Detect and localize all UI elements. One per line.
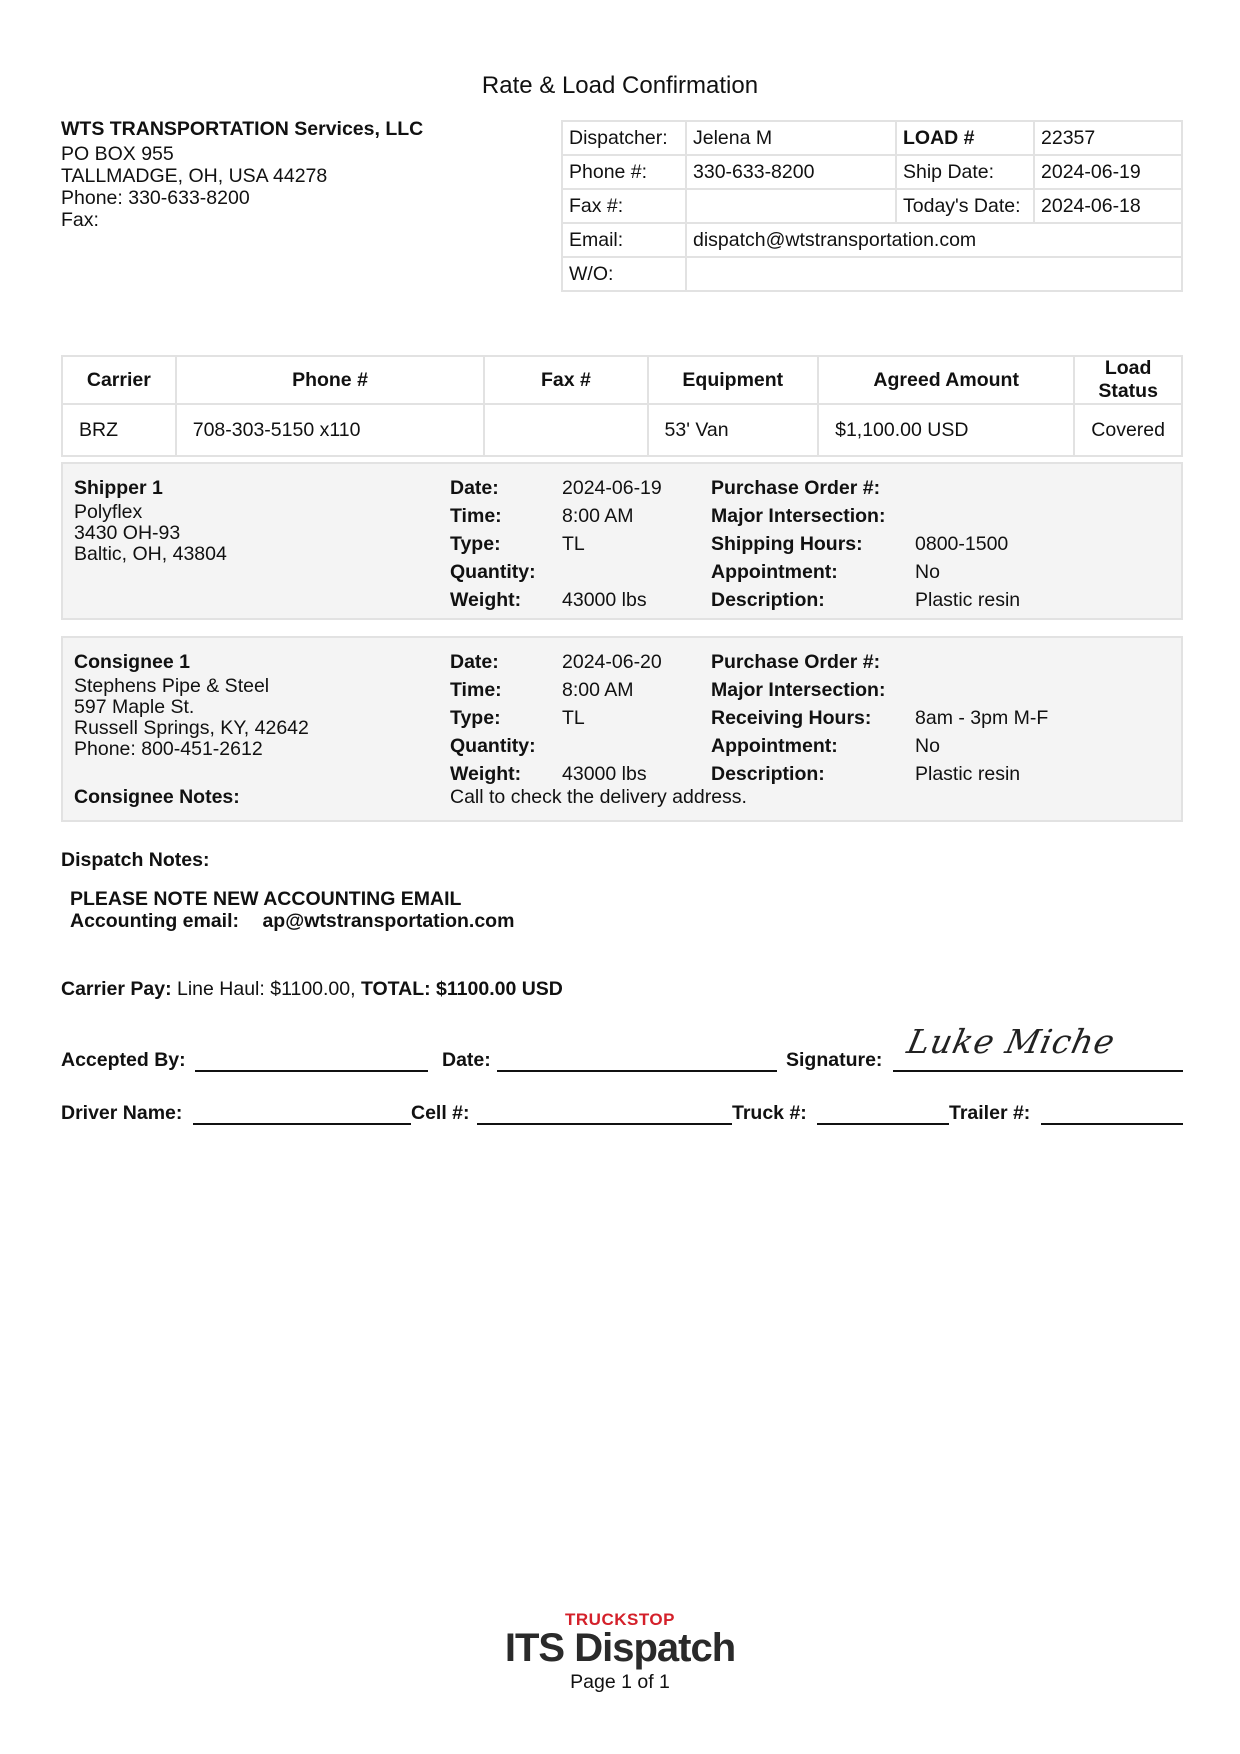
shipper-time-label: Time: [450,505,502,527]
consignee-date: 2024-06-20 [562,651,662,673]
cell-line[interactable] [477,1123,732,1125]
consignee-appointment: No [915,735,940,757]
company-fax: Fax: [61,209,99,231]
consignee-description-label: Description: [711,763,825,785]
todays-date-value: 2024-06-18 [1034,189,1182,223]
shipper-weight: 43000 lbs [562,589,647,611]
cell-label: Cell #: [411,1102,470,1124]
shipper-intersection-label: Major Intersection: [711,505,886,527]
carrier-fax-header: Fax # [484,356,647,404]
signature-line[interactable] [893,1070,1183,1072]
company-address-line1: PO BOX 955 [61,143,174,165]
shipper-description-label: Description: [711,589,825,611]
dispatcher-label: Dispatcher: [562,121,686,155]
shipper-type: TL [562,533,585,555]
company-name: WTS TRANSPORTATION Services, LLC [61,118,424,140]
shipper-time: 8:00 AM [562,505,634,527]
shipper-values-2 [915,474,1020,614]
load-status-cell: Covered [1074,404,1182,456]
accept-date-label: Date: [442,1049,491,1071]
load-status-header: Load Status [1074,356,1182,404]
consignee-intersection [915,676,1048,704]
shipper-intersection [915,502,1020,530]
truck-line[interactable] [817,1123,949,1125]
email-value: dispatch@wtstransportation.com [686,223,1182,257]
consignee-quantity-label: Quantity: [450,735,536,757]
dispatch-notes-line1: PLEASE NOTE NEW ACCOUNTING EMAIL [70,888,462,910]
carrier-header: Carrier [62,356,176,404]
shipper-title: Shipper 1 [74,477,163,499]
accepted-by-label: Accepted By: [61,1049,186,1071]
dispatch-info-table [561,120,1183,292]
company-phone: Phone: 330-633-8200 [61,187,250,209]
shipper-name: Polyflex [74,501,143,523]
accounting-email-value: ap@wtstransportation.com [262,910,515,932]
dispatch-notes-label: Dispatch Notes: [61,849,210,871]
page-title: Rate & Load Confirmation [481,72,759,99]
shipper-city: Baltic, OH, 43804 [74,543,227,565]
carrier-pay-label: Carrier Pay: [61,978,172,1000]
shipper-type-label: Type: [450,533,501,555]
shipper-hours-label: Shipping Hours: [711,533,863,555]
accepted-by-line[interactable] [195,1070,428,1072]
fax-label: Fax #: [562,189,686,223]
company-block [61,118,423,231]
consignee-time: 8:00 AM [562,679,634,701]
trailer-line[interactable] [1041,1123,1183,1125]
trailer-label: Trailer #: [949,1102,1031,1124]
consignee-labels-2 [711,648,885,788]
todays-date-label: Today's Date: [896,189,1034,223]
driver-name-label: Driver Name: [61,1102,183,1124]
consignee-labels-1 [450,648,536,788]
agreed-amount-cell: $1,100.00 USD [818,404,1074,456]
shipper-street: 3430 OH-93 [74,522,181,544]
driver-name-line[interactable] [193,1123,411,1125]
phone-value: 330-633-8200 [686,155,896,189]
accept-date-line[interactable] [497,1070,777,1072]
shipper-labels-2 [711,474,885,614]
consignee-po-label: Purchase Order #: [711,651,881,673]
consignee-phone: Phone: 800-451-2612 [74,738,263,760]
consignee-quantity [562,732,662,760]
consignee-title: Consignee 1 [74,651,190,673]
ship-date-value: 2024-06-19 [1034,155,1182,189]
shipper-quantity [562,558,662,586]
consignee-date-label: Date: [450,651,499,673]
consignee-intersection-label: Major Intersection: [711,679,886,701]
consignee-hours: 8am - 3pm M-F [915,707,1049,729]
carrier-pay [61,978,563,1001]
consignee-time-label: Time: [450,679,502,701]
company-address-line2: TALLMADGE, OH, USA 44278 [61,165,328,187]
carrier-pay-total: TOTAL: $1100.00 USD [360,978,563,1000]
consignee-values-2 [915,648,1048,788]
carrier-pay-line-haul: Line Haul: $1100.00, [177,978,356,1000]
consignee-type-label: Type: [450,707,501,729]
shipper-labels-1 [450,474,536,614]
shipper-date-label: Date: [450,477,499,499]
shipper-values-1 [562,474,662,614]
consignee-type: TL [562,707,585,729]
equipment-cell: 53' Van [648,404,819,456]
consignee-weight-label: Weight: [450,763,522,785]
consignee-notes: Call to check the delivery address. [450,786,747,808]
dispatcher-value: Jelena M [686,121,896,155]
shipper-hours: 0800-1500 [915,533,1009,555]
agreed-amount-header: Agreed Amount [818,356,1074,404]
consignee-address [74,648,309,760]
shipper-appointment: No [915,561,940,583]
consignee-values-1 [562,648,662,788]
shipper-date: 2024-06-19 [562,477,662,499]
load-number-value: 22357 [1034,121,1182,155]
dispatch-notes-body [70,888,514,932]
signature-label: Signature: [786,1049,883,1071]
its-dispatch-logo: ITS Dispatch [504,1626,736,1670]
truck-label: Truck #: [732,1102,807,1124]
handwritten-signature: Luke Miche [903,1022,1119,1061]
consignee-hours-label: Receiving Hours: [711,707,872,729]
carrier-table [61,355,1183,457]
carrier-fax-cell [484,404,647,456]
consignee-city: Russell Springs, KY, 42642 [74,717,309,739]
shipper-description: Plastic resin [915,589,1021,611]
phone-label: Phone #: [562,155,686,189]
accounting-email-label: Accounting email: [70,910,240,932]
consignee-section [61,636,1183,822]
shipper-weight-label: Weight: [450,589,522,611]
page-number: Page 1 of 1 [570,1671,670,1693]
shipper-appointment-label: Appointment: [711,561,838,583]
carrier-phone-cell: 708-303-5150 x110 [176,404,485,456]
consignee-weight: 43000 lbs [562,763,647,785]
shipper-po-label: Purchase Order #: [711,477,881,499]
shipper-section [61,462,1183,620]
load-number-label: LOAD # [896,121,1034,155]
truckstop-logo-text: TRUCKSTOP [565,1610,675,1629]
consignee-appointment-label: Appointment: [711,735,838,757]
carrier-name-cell: BRZ [62,404,176,456]
consignee-description: Plastic resin [915,763,1021,785]
fax-value [686,189,896,223]
shipper-quantity-label: Quantity: [450,561,536,583]
consignee-notes-label: Consignee Notes: [74,786,240,808]
consignee-po [915,648,1048,676]
work-order-value [686,257,1182,291]
carrier-phone-header: Phone # [176,356,485,404]
consignee-name: Stephens Pipe & Steel [74,675,270,697]
equipment-header: Equipment [648,356,819,404]
ship-date-label: Ship Date: [896,155,1034,189]
shipper-po [915,474,1020,502]
shipper-address [74,474,227,565]
consignee-street: 597 Maple St. [74,696,195,718]
work-order-label: W/O: [562,257,686,291]
email-label: Email: [562,223,686,257]
